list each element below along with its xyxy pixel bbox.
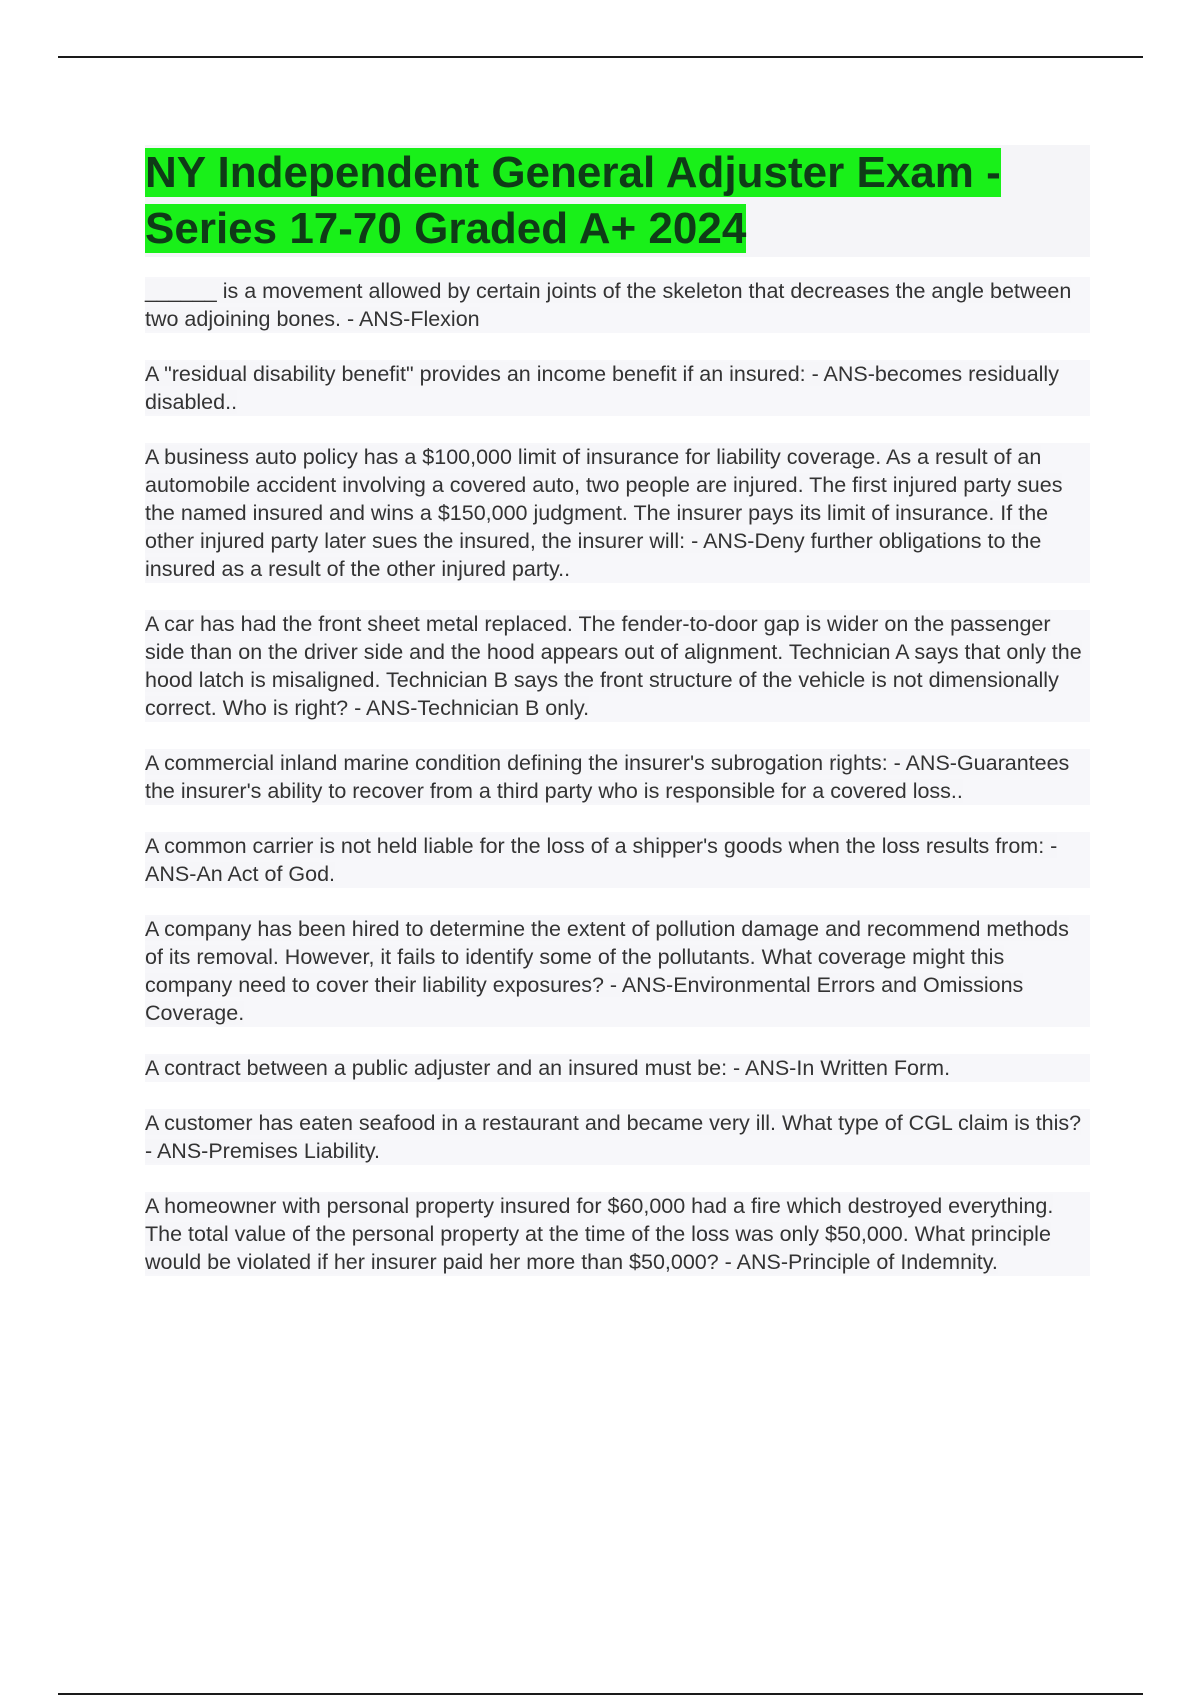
- top-rule: [58, 56, 1143, 58]
- qa-item: A business auto policy has a $100,000 limit of insurance for liability coverage. As a result of an automobile accident involving a covered auto, two people are injured. The first injured party sues the named insured and wins a $150,000 judgment. The insurer pays its limit of insurance. If the other injured party later sues the insured, the insurer will: - ANS-Deny further obligations to the insured as a result of the other injured party..: [145, 443, 1090, 583]
- qa-item: A homeowner with personal property insured for $60,000 had a fire which destroyed everything. The total value of the personal property at the time of the loss was only $50,000. What principle would be violated if her insurer paid her more than $50,000? - ANS-Principle of Indemnity.: [145, 1192, 1090, 1276]
- qa-item: A contract between a public adjuster and an insured must be: - ANS-In Written Form.: [145, 1054, 1090, 1082]
- qa-item: ______ is a movement allowed by certain joints of the skeleton that decreases the angle between two adjoining bones. - ANS-Flexion: [145, 277, 1090, 333]
- title-block: [145, 145, 1090, 257]
- bottom-rule: [58, 1693, 1143, 1695]
- qa-item: A company has been hired to determine the extent of pollution damage and recommend methods of its removal. However, it fails to identify some of the pollutants. What coverage might this company need to cover their liability exposures? - ANS-Environmental Errors and Omissions Coverage.: [145, 915, 1090, 1027]
- qa-item: A "residual disability benefit" provides an income benefit if an insured: - ANS-becomes residually disabled..: [145, 360, 1090, 416]
- qa-item: A car has had the front sheet metal replaced. The fender-to-door gap is wider on the passenger side than on the driver side and the hood appears out of alignment. Technician A says that only the hood latch is misaligned. Technician B says the front structure of the vehicle is not dimensionally correct. Who is right? - ANS-Technician B only.: [145, 610, 1090, 722]
- document-title: NY Independent General Adjuster Exam - Series 17-70 Graded A+ 2024: [145, 148, 1001, 253]
- qa-item: A commercial inland marine condition defining the insurer's subrogation rights: - ANS-Guarantees the insurer's ability to recover from a third party who is responsible for a covered loss..: [145, 749, 1090, 805]
- document-body: [145, 145, 1090, 1303]
- qa-item: A common carrier is not held liable for the loss of a shipper's goods when the loss results from: - ANS-An Act of God.: [145, 832, 1090, 888]
- qa-item: A customer has eaten seafood in a restaurant and became very ill. What type of CGL claim is this? - ANS-Premises Liability.: [145, 1109, 1090, 1165]
